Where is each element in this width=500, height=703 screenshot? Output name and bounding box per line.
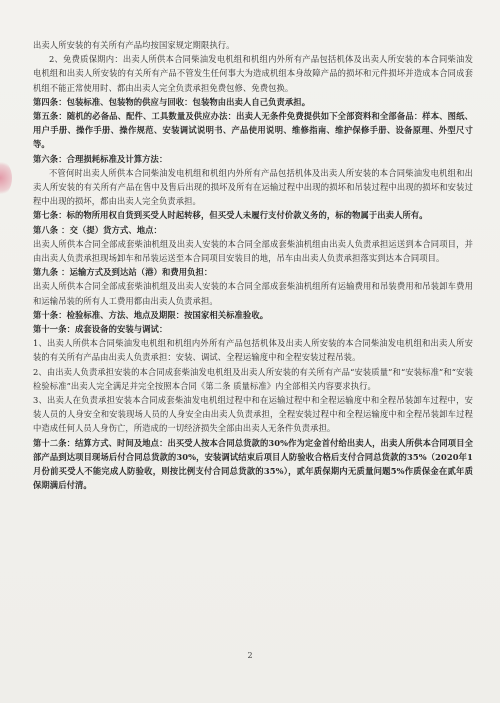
article-8-title: 第八条 ：交（提）货方式、地点： [33,224,162,235]
article-11-item-3: 3、出卖人在负责承担安装本合同成套柴油发电机组过程中和在运输过程中和全程运输度中和全程吊装卸车过程中，安装人员的人身安全和安装现场人员的人身安全由出卖人负责承担，全程安装过程中和全程运输度中和全程吊装卸车过程中造成任何人员人身伤亡，所造成的一切经济损失全部由出卖人无条件负责承担。 [33,395,473,434]
article-5: 第五条：随机的必备品、配件、工具数量及供应办法：出卖人无条件免费提供如下全部资料和全部备品：样本、图纸、用户手册、操作手册、操作规范、安装调试说明书、产品使用说明、维修指南、维护保修手册、设备原理、外型尺寸等。 [33,111,473,150]
article-6-title: 第六条：合理损耗标准及计算方法： [33,153,168,164]
line-0: 出卖人所安装的有关所有产品均按国家规定期限执行。 [33,40,235,50]
warranty-clause: 2、免费质保期内：出卖人所供本合同柴油发电机组和机组内外所有产品包括机体及出卖人所安装的本合同柴油发电机组和出卖人所安装的有关所有产品不管发生任何事大为造成机组本身故障产品的损坏和元件损坏并造成本合同成套机组不能正常使用时、都由出卖人完全负责承担免费包修、免费包换。 [33,54,473,93]
article-9-body: 出卖人所供本合同全部成套柴油机组及出卖人安装的本合同全部成套柴油机组所有运输费用和吊装费用和吊装卸车费用和运输吊装的所有人工费用都由出卖人负责承担。 [33,281,473,306]
article-10: 第十条：检验标准、方法、地点及期限：按国家相关标准验收。 [33,309,269,320]
red-seal-fragment [0,160,12,196]
article-7: 第七条：标的物所用权自货到买受人时起转移，但买受人未履行支付价款义务的，标的物属于出卖人所有。 [33,210,428,221]
article-11-item-1: 1、出卖人所供本合同柴油发电机组和机组内外所有产品包括机体及出卖人所安装的本合同柴油发电机组和出卖人所安装的有关所有产品由出卖人负责承担：安装、调试、全程运输度中和全程安装过程吊装。 [33,338,473,363]
page-number: 2 [247,651,253,660]
article-9-title: 第九条 ：运输方式及到达站（港）和费用负担： [33,267,213,278]
article-6-body: 不管何时出卖人所供本合同柴油发电机组和机组内外所有产品包括机体及出卖人所安装的本合同柴油发电机组和出卖人所安装的有关所有产品在售中及售后出现的损坏及所有在运输过程中出现的损坏和吊装过程中出现的损坏和安装过程中出现的损坏，都由出卖人完全负责承担。 [33,167,473,207]
article-11-item-2: 2、由出卖人负责承担安装的本合同成套柴油发电机组及出卖人所安装的有关所有产品“安装质量”和“安装标准”和“安装检验标准”出卖人完全满足并完全按照本合同《第二条 质量标准》内全部相关内容要求执行。 [33,366,473,391]
contract-body [33,38,473,493]
article-11-title: 第十一条：成套设备的安装与调试： [33,324,168,335]
article-12: 第十二条：结算方式、时间及地点：出买受人按本合同总货款的30%作为定金首付给出卖人，出卖人所供本合同项目全部产品到达项目现场后付合同总货款的30%，安装调试结束后项目人防验收合格后支付合同总货款的35%（2020年1月份前买受人不能完成人防验收，则按比例支付合同总货款的35%），贰年质保期内无质量问题5%作质保金在贰年质保期满后付清。 [33,437,473,491]
article-4: 第四条：包装标准、包装物的供应与回收：包装物由出卖人自己负责承担。 [33,96,311,107]
article-8-body: 出卖人所供本合同全部成套柴油机组及出卖人安装的本合同全部成套柴油机组由出卖人负责承担运送到本合同项目，并由出卖人负责承担现场卸车和吊装运送至本合同项目安装目的地，吊车由出卖人负责承担落实到达本合同项目。 [33,238,473,264]
